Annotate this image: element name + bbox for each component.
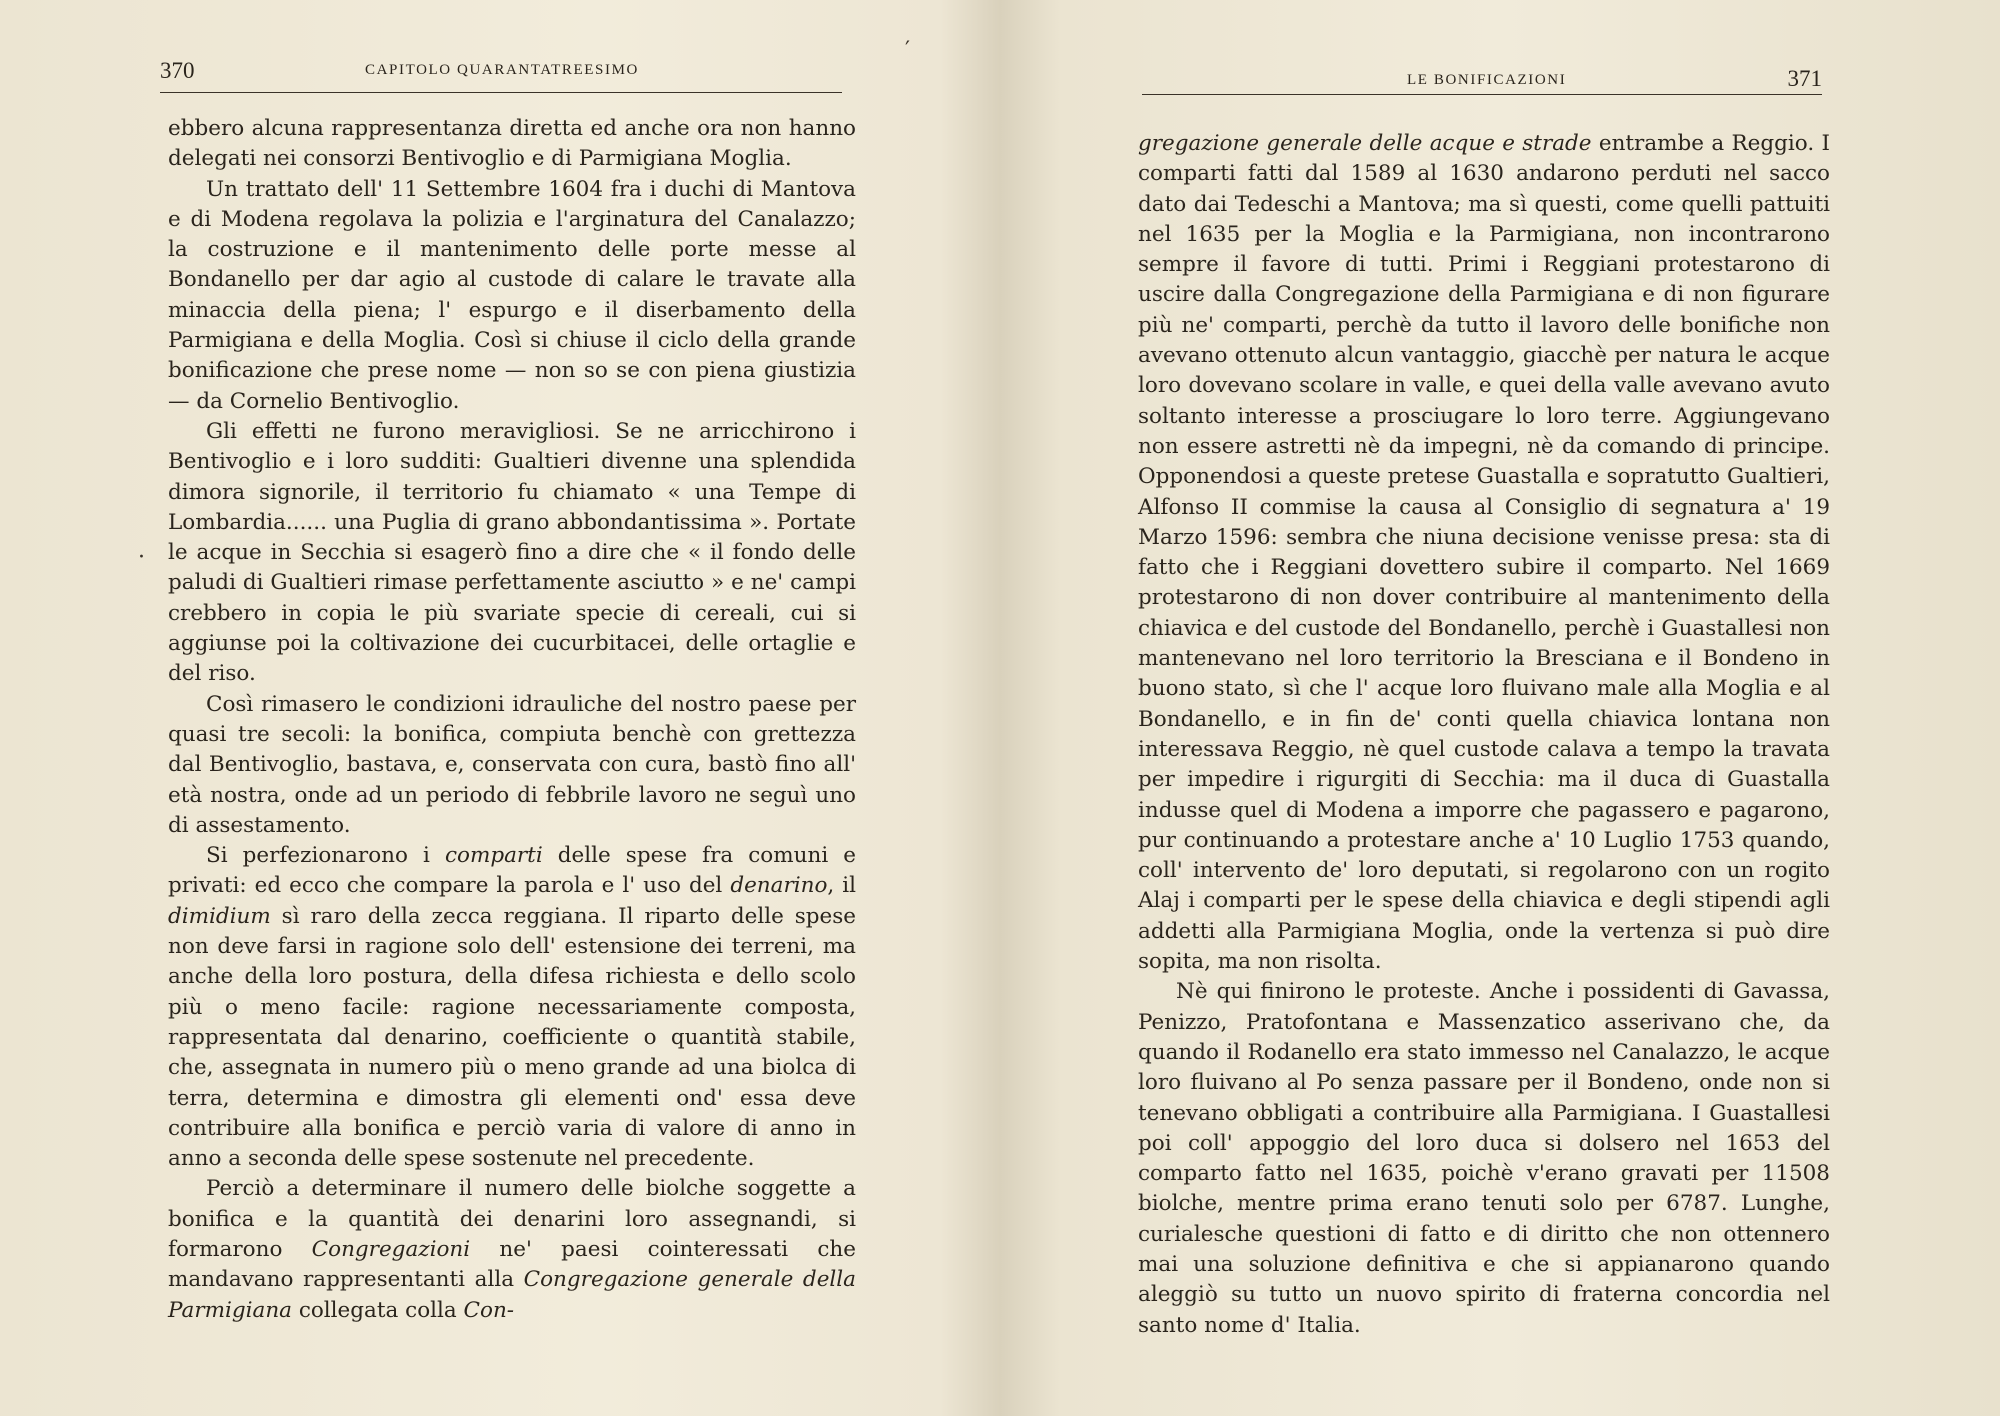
left-page-header xyxy=(160,56,842,93)
text-run: entrambe a Reggio. I comparti fatti dal 1589 al 1630 andarono perduti nel sacco dato dai Tedeschi a Mantova; ma sì questi, come quelli pattuiti nel 1635 per la Moglia e la Parmigiana, non incontrarono sempre il favore di tutti. Primi i Reggiani protestarono di uscire dalla Congregazione della Parmigiana e di non figurare più ne' comparti, perchè da tutto il lavoro delle bonifiche non avevano ottenuto alcun vantaggio, giacchè per natura le acque loro dovevano scolare in valle, e quei della valle avevano avuto soltanto interesse a prosciugare lo loro terre. Aggiungevano non essere astretti nè da impegni, nè da comando di principe. Opponendosi a queste pretese Guastalla e sopratutto Gualtieri, Alfonso II commise la causa al Consiglio di segnatura a' 19 Marzo 1596: sembra che niuna decisione venisse presa: sta di fatto che i Reggiani dovettero subire il comparto. Nel 1669 protestarono di non dover contribuire al mantenimento della chiavica e del custode del Bondanello, perchè i Guastallesi non mantenevano nel loro territorio la Bresciana e il Bondeno in buono stato, sì che l' acque loro fluivano male alla Moglia e al Bondanello, e in fin de' conti quella chiavica lontana non interessava Reggio, nè quel custode calava a tempo la travata per impedire i rigurgiti di Secchia: ma il duca di Guastalla indusse quel di Modena a imporre che pagassero e pagarono, pur continuando a protestare anche a' 10 Luglio 1753 quando, coll' intervento de' loro deputati, si regolarono con un rogito Alaj i comparti per le spese della chiavica e degli stipendi agli addetti alla Parmigiana Moglia, onde la vertenza si può dire sopita, ma non risolta. xyxy=(1138,131,1830,975)
right-page-header xyxy=(1142,56,1822,95)
paragraph: Gli effetti ne furono meravigliosi. Se ne arricchirono i Bentivoglio e i loro sudditi: Gualtieri divenne una splendida dimora signorile, il territorio fu chiamato « una Tempe di Lombardia...... una Puglia di grano abbondantissima ». Portate le acque in Secchia si esagerò fino a dire che « il fondo delle paludi di Gualtieri rimase perfettamente asciutto » e ne' campi crebbero in copia le più svariate specie di cereali, cui si aggiunse poi la coltivazione dei cucurbitacei, delle ortaglie e del riso. xyxy=(168,418,856,687)
paragraph xyxy=(1138,129,1830,977)
left-page xyxy=(0,0,990,1416)
italic-term: denarino xyxy=(730,873,828,899)
italic-term: Congregazione generale della Parmigiana xyxy=(168,1267,856,1323)
paragraph xyxy=(168,1174,856,1325)
italic-term: Con- xyxy=(463,1297,515,1323)
left-page-body xyxy=(168,114,856,1326)
text-run: collegata colla xyxy=(291,1297,464,1323)
paragraph: Così rimasero le condizioni idrauliche del nostro paese per quasi tre secoli: la bonifica, compiuta benchè con grettezza dal Bentivoglio, bastava, e, conservata con cura, bastò fino all' età nostra, onde ad un periodo di febbrile lavoro ne seguì uno di assestamento. xyxy=(168,691,856,838)
italic-term: dimidium xyxy=(168,903,271,929)
right-page-number: 371 xyxy=(1787,66,1822,91)
left-running-head: CAPITOLO QUARANTATREESIMO xyxy=(365,62,639,78)
right-running-head: LE BONIFICAZIONI xyxy=(1407,72,1567,88)
italic-term: gregazione generale delle acque e strade xyxy=(1138,131,1592,156)
text-run: delle spese fra comuni e privati: ed ecco che compare la parola e l' uso del xyxy=(168,843,856,899)
text-run: , il xyxy=(827,873,857,899)
italic-term: Congregazioni xyxy=(311,1236,471,1262)
paragraph: Un trattato dell' 11 Settembre 1604 fra i duchi di Mantova e di Modena regolava la polizia e l'arginatura del Canalazzo; la costruzione e il mantenimento delle porte messe al Bondanello per dar agio al custode di calare le travate alla minaccia della piena; l' espurgo e il diserbamento della Parmigiana e della Moglia. Così si chiuse il ciclo della grande bonificazione che prese nome — non so se con piena giustizia — da Cornelio Bentivoglio. xyxy=(168,176,856,414)
right-page xyxy=(1010,0,2000,1416)
ink-mark: ′ xyxy=(905,38,910,63)
paragraph: ebbero alcuna rappresentanza diretta ed anche ora non hanno delegati nei consorzi Bentivoglio e di Parmigiana Moglia. xyxy=(168,116,856,172)
text-run: Perciò a determinare il numero delle biolche soggette a bonifica e la quantità dei denarini loro assegnandi, si formarono xyxy=(168,1176,856,1262)
left-page-number: 370 xyxy=(160,58,195,83)
margin-dot: · xyxy=(138,545,145,570)
text-run: sì raro della zecca reggiana. Il riparto delle spese non deve farsi in ragione solo dell' estensione dei terreni, ma anche della loro postura, della difesa richiesta e dello scolo più o meno facile: ragione necessariamente composta, rappresentata dal denarino, coefficiente o quantità stabile, che, assegnata in numero più o meno grande ad una biolca di terra, determina e dimostra gli elementi ond' essa deve contribuire alla bonifica e perciò varia di valore di anno in anno a seconda delle spese sostenute nel precedente. xyxy=(168,903,856,1172)
paragraph: Nè qui finirono le proteste. Anche i possidenti di Gavassa, Penizzo, Pratofontana e Massenzatico asserivano che, da quando il Rodanello era stato immesso nel Canalazzo, le acque loro fluivano al Po senza passare per il Bondeno, onde non si tenevano obbligati a contribuire alla Parmigiana. I Guastallesi poi coll' appoggio del loro duca si dolsero nel 1653 del comparto fatto nel 1635, poichè v'erano gravati per 11508 biolche, mentre prima erano tenuti solo per 6787. Lunghe, curialesche questioni di fatto e di diritto che non ottennero mai una soluzione definitiva e che si appianarono quando aleggiò su tutto un nuovo spirito di fraterna concordia nel santo nome d' Italia. xyxy=(1138,979,1830,1338)
right-page-body xyxy=(1138,129,1830,1341)
italic-term: comparti xyxy=(444,843,543,869)
text-run: ne' paesi cointeressati che mandavano rappresentanti alla xyxy=(168,1236,856,1293)
paragraph xyxy=(168,841,856,1174)
text-run: Si perfezionarono i xyxy=(206,843,445,869)
